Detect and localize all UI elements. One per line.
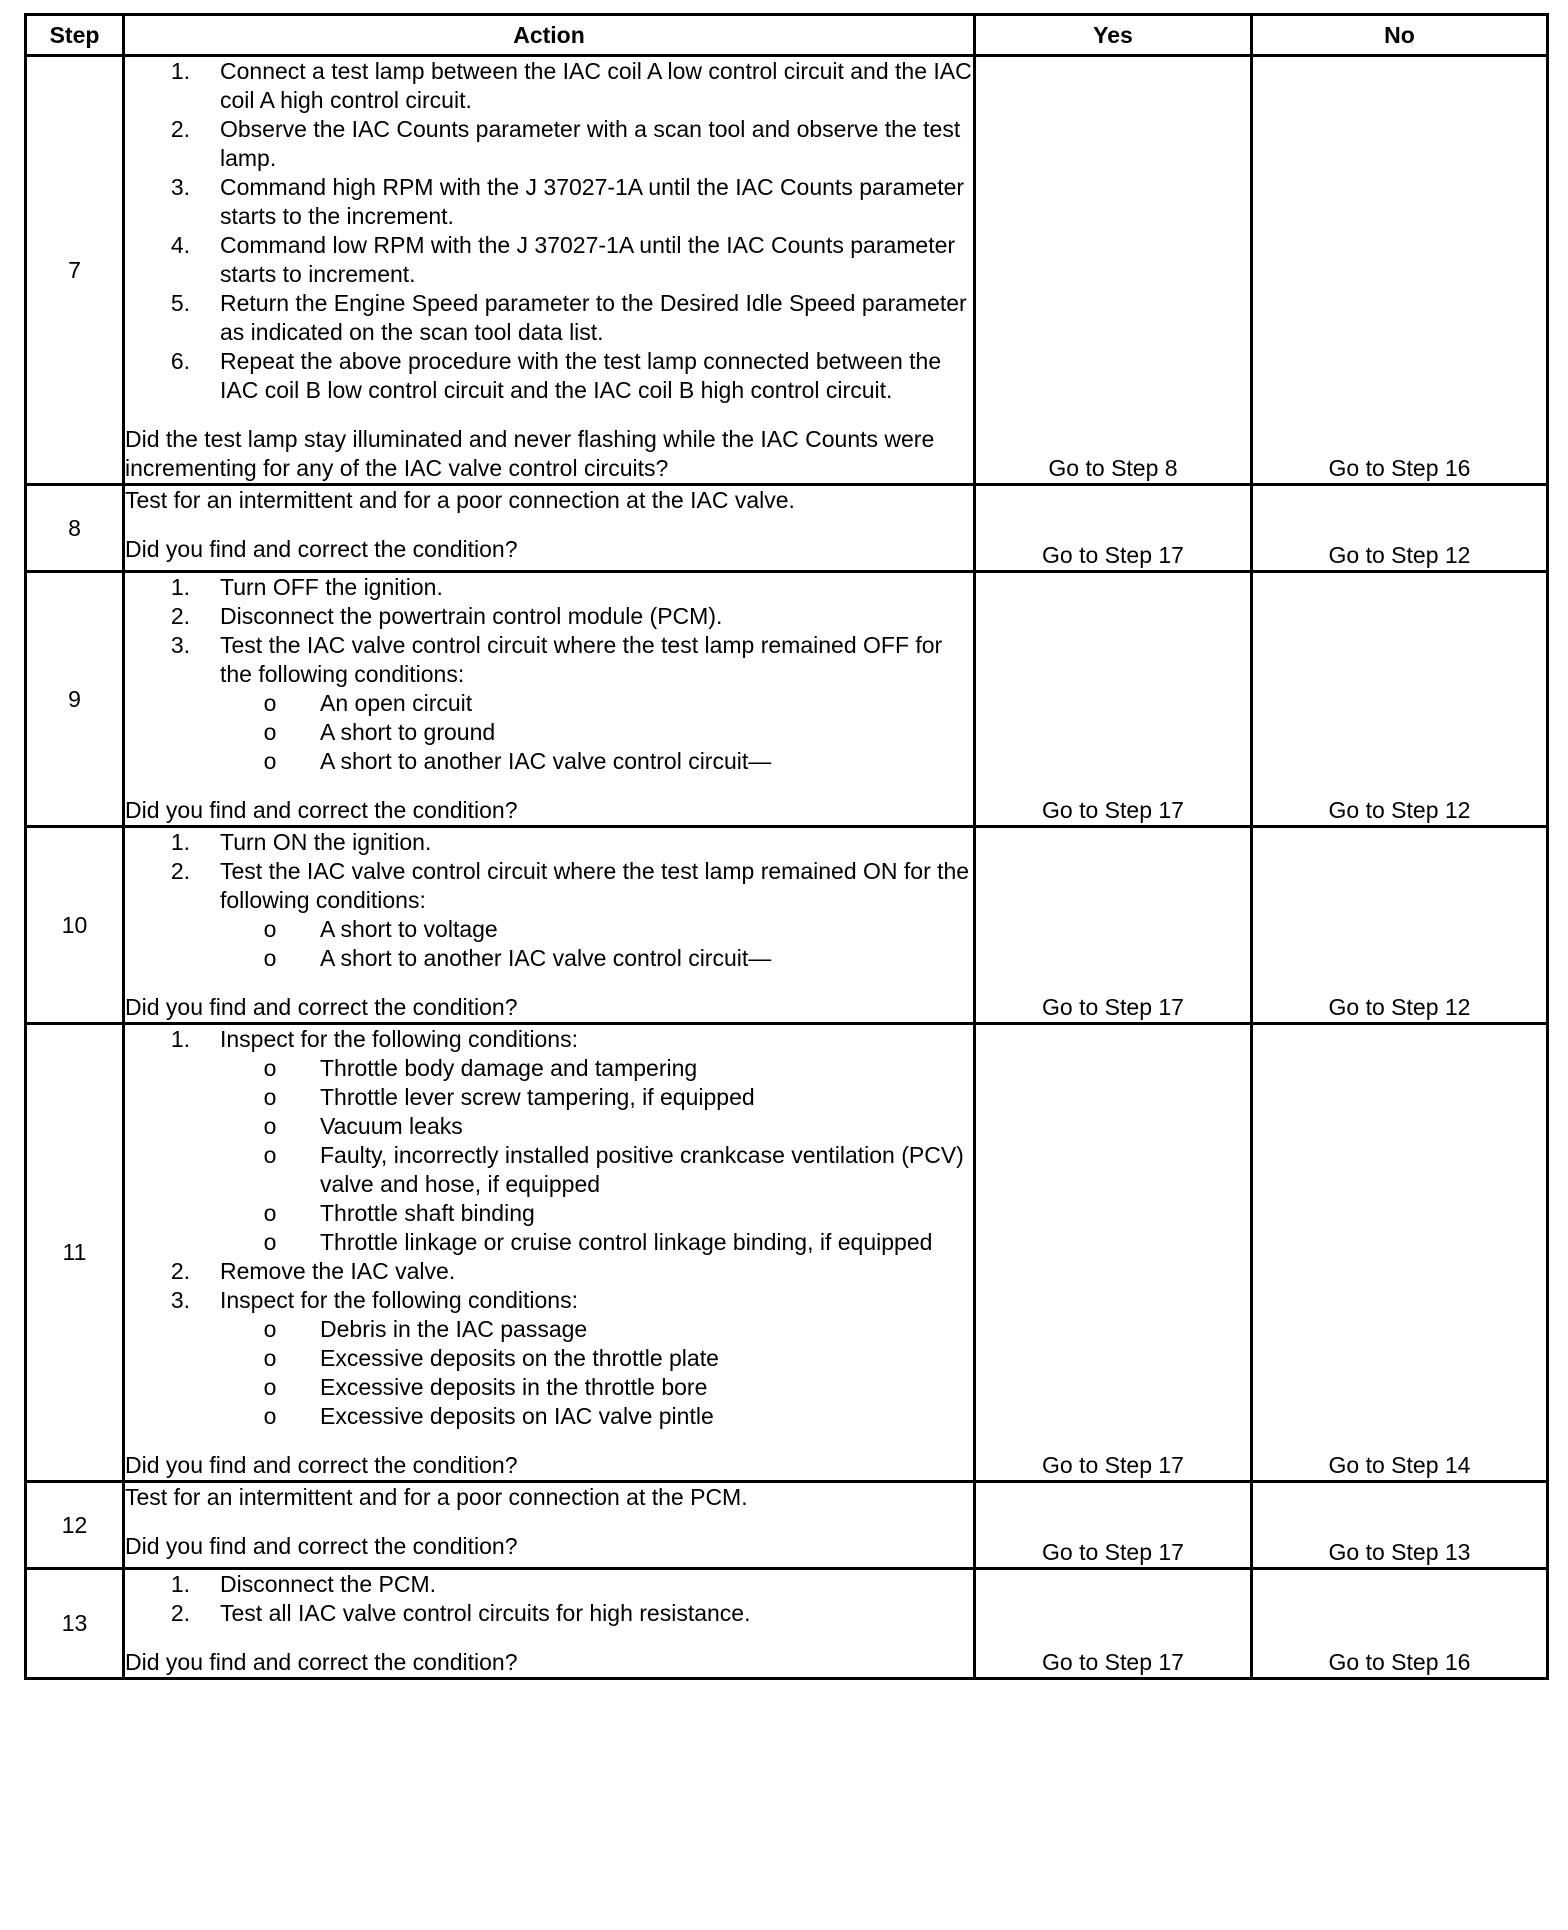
action-step: [125, 115, 973, 173]
table-row: [26, 56, 1548, 485]
header-step: Step: [26, 15, 124, 56]
action-step: [125, 857, 973, 973]
step-index: 1.: [170, 829, 190, 855]
sub-condition: [220, 1054, 973, 1083]
yes-result: Go to Step 8: [975, 56, 1252, 485]
sub-condition: [220, 1112, 973, 1141]
step-index: 3.: [170, 632, 190, 658]
action-content: [125, 1025, 973, 1480]
table-row: [26, 1024, 1548, 1482]
step-text: [220, 347, 973, 405]
table-row: [26, 1482, 1548, 1569]
action-step: [125, 602, 973, 631]
step-index: 1.: [170, 1571, 190, 1597]
header-yes: Yes: [975, 15, 1252, 56]
action-steps: [125, 1025, 973, 1431]
action-step: [125, 1025, 973, 1257]
bullet-icon: o: [263, 719, 277, 745]
step-text-line: Command low RPM with the J 37027-1A until the IAC Counts parameter starts to increment.: [220, 232, 956, 287]
step-index: 3.: [170, 174, 190, 200]
action-cell: [124, 1482, 975, 1569]
yes-result: Go to Step 17: [975, 827, 1252, 1024]
step-text-line: Remove the IAC valve.: [220, 1258, 456, 1284]
spacer: [125, 1431, 973, 1451]
action-question: Did you find and correct the condition?: [125, 1649, 518, 1675]
no-result: Go to Step 12: [1252, 827, 1548, 1024]
action-question: Did you find and correct the condition?: [125, 536, 518, 562]
yes-result: Go to Step 17: [975, 1569, 1252, 1679]
action-step: [125, 347, 973, 405]
step-index: 5.: [170, 290, 190, 316]
no-result: Go to Step 12: [1252, 485, 1548, 572]
action-step: [125, 1599, 973, 1628]
bullet-icon: o: [263, 1316, 277, 1342]
sub-condition: [220, 718, 973, 747]
bullet-icon: o: [263, 1403, 277, 1429]
table-row: [26, 827, 1548, 1024]
no-result: Go to Step 13: [1252, 1482, 1548, 1569]
step-text: [220, 173, 973, 231]
step-number: 12: [26, 1482, 124, 1569]
step-text: [220, 857, 973, 973]
action-content: [125, 486, 973, 564]
step-index: 1.: [170, 58, 190, 84]
spacer: [125, 405, 973, 425]
action-question: Did you find and correct the condition?: [125, 797, 518, 823]
yes-result: Go to Step 17: [975, 1482, 1252, 1569]
sub-conditions: [220, 915, 973, 973]
action-question: Did you find and correct the condition?: [125, 994, 518, 1020]
spacer: [125, 973, 973, 993]
step-text: [220, 631, 973, 776]
no-result: Go to Step 16: [1252, 1569, 1548, 1679]
sub-condition: [220, 1315, 973, 1344]
step-text-line: Turn OFF the ignition.: [220, 574, 443, 600]
step-text-line: Inspect for the following conditions:: [220, 1287, 578, 1313]
no-result: Go to Step 16: [1252, 56, 1548, 485]
bullet-icon: o: [263, 1229, 277, 1255]
sub-condition-text: An open circuit: [320, 690, 473, 716]
step-index: 2.: [170, 1600, 190, 1626]
sub-condition: [220, 1373, 973, 1402]
action-content: [125, 1483, 973, 1561]
action-content: [125, 828, 973, 1022]
table-row: [26, 1569, 1548, 1679]
step-text: [220, 1599, 973, 1628]
action-step: [125, 1257, 973, 1286]
step-index: 6.: [170, 348, 190, 374]
sub-condition: [220, 1141, 973, 1199]
sub-condition-text: A short to another IAC valve control circuit—: [320, 748, 772, 774]
bullet-icon: o: [263, 1055, 277, 1081]
no-result: Go to Step 14: [1252, 1024, 1548, 1482]
action-step: [125, 828, 973, 857]
step-text-line: Repeat the above procedure with the test lamp connected between the IAC coil B low control circuit and the IAC coil B high control circuit.: [220, 348, 942, 403]
header-row: [26, 15, 1548, 56]
table-row: [26, 572, 1548, 827]
action-instruction: Test for an intermittent and for a poor connection at the PCM.: [125, 1484, 748, 1510]
step-index: 2.: [170, 116, 190, 142]
bullet-icon: o: [263, 1200, 277, 1226]
diagnostic-table-sheet: [24, 13, 1546, 1680]
action-question: Did the test lamp stay illuminated and never flashing while the IAC Counts were incrementing for any of the IAC valve control circuits?: [125, 426, 935, 481]
action-step: [125, 57, 973, 115]
bullet-icon: o: [263, 1084, 277, 1110]
bullet-icon: o: [263, 748, 277, 774]
header-action: Action: [124, 15, 975, 56]
step-text: [220, 602, 973, 631]
action-cell: [124, 485, 975, 572]
diagnostic-table: [24, 13, 1549, 1680]
action-step: [125, 573, 973, 602]
step-text: [220, 1286, 973, 1431]
yes-result: Go to Step 17: [975, 572, 1252, 827]
action-step: [125, 289, 973, 347]
sub-conditions: [220, 689, 973, 776]
sub-condition: [220, 1402, 973, 1431]
sub-condition-text: A short to ground: [320, 719, 496, 745]
step-text-line: Disconnect the PCM.: [220, 1571, 437, 1597]
bullet-icon: o: [263, 1142, 277, 1168]
bullet-icon: o: [263, 1374, 277, 1400]
sub-condition: [220, 915, 973, 944]
step-index: 1.: [170, 1026, 190, 1052]
bullet-icon: o: [263, 916, 277, 942]
spacer: [125, 515, 973, 535]
step-text-line: Command high RPM with the J 37027-1A until the IAC Counts parameter starts to the increment.: [220, 174, 965, 229]
header-no: No: [1252, 15, 1548, 56]
step-text: [220, 57, 973, 115]
step-text: [220, 828, 973, 857]
action-question: Did you find and correct the condition?: [125, 1452, 518, 1478]
sub-condition-text: Excessive deposits on IAC valve pintle: [320, 1403, 714, 1429]
step-index: 4.: [170, 232, 190, 258]
step-text-line: Test all IAC valve control circuits for high resistance.: [220, 1600, 751, 1626]
step-text-line: Disconnect the powertrain control module (PCM).: [220, 603, 723, 629]
sub-condition-text: Throttle linkage or cruise control linkage binding, if equipped: [320, 1229, 933, 1255]
spacer: [125, 776, 973, 796]
spacer: [125, 1628, 973, 1648]
step-text-line: Turn ON the ignition.: [220, 829, 432, 855]
action-cell: [124, 1024, 975, 1482]
step-index: 1.: [170, 574, 190, 600]
step-index: 3.: [170, 1287, 190, 1313]
action-cell: [124, 827, 975, 1024]
sub-condition-text: A short to another IAC valve control circuit—: [320, 945, 772, 971]
action-instruction: Test for an intermittent and for a poor connection at the IAC valve.: [125, 487, 795, 513]
step-text: [220, 115, 973, 173]
sub-condition-text: Throttle shaft binding: [320, 1200, 535, 1226]
action-step: [125, 1286, 973, 1431]
action-step: [125, 173, 973, 231]
action-content: [125, 573, 973, 825]
table-body: [26, 56, 1548, 1679]
sub-condition: [220, 1228, 973, 1257]
bullet-icon: o: [263, 1113, 277, 1139]
action-steps: [125, 828, 973, 973]
spacer: [125, 1512, 973, 1532]
action-step: [125, 631, 973, 776]
action-cell: [124, 1569, 975, 1679]
step-text: [220, 231, 973, 289]
action-content: [125, 1570, 973, 1677]
sub-condition-text: Faulty, incorrectly installed positive crankcase ventilation (PCV) valve and hose, if equipped: [320, 1142, 964, 1197]
action-steps: [125, 573, 973, 776]
sub-condition: [220, 944, 973, 973]
sub-condition-text: Throttle lever screw tampering, if equipped: [320, 1084, 755, 1110]
sub-condition: [220, 1199, 973, 1228]
step-text: [220, 289, 973, 347]
yes-result: Go to Step 17: [975, 1024, 1252, 1482]
sub-condition-text: Vacuum leaks: [320, 1113, 463, 1139]
sub-condition-text: Excessive deposits on the throttle plate: [320, 1345, 719, 1371]
sub-condition-text: A short to voltage: [320, 916, 498, 942]
sub-conditions: [220, 1054, 973, 1257]
step-text: [220, 1257, 973, 1286]
action-cell: [124, 572, 975, 827]
step-text: [220, 1570, 973, 1599]
bullet-icon: o: [263, 690, 277, 716]
step-text-line: Observe the IAC Counts parameter with a scan tool and observe the test lamp.: [220, 116, 961, 171]
bullet-icon: o: [263, 1345, 277, 1371]
sub-condition-text: Excessive deposits in the throttle bore: [320, 1374, 708, 1400]
action-step: [125, 231, 973, 289]
action-question: Did you find and correct the condition?: [125, 1533, 518, 1559]
sub-conditions: [220, 1315, 973, 1431]
action-steps: [125, 1570, 973, 1628]
step-text-line: Inspect for the following conditions:: [220, 1026, 578, 1052]
step-number: 9: [26, 572, 124, 827]
step-number: 8: [26, 485, 124, 572]
bullet-icon: o: [263, 945, 277, 971]
step-index: 2.: [170, 603, 190, 629]
step-text: [220, 573, 973, 602]
step-number: 11: [26, 1024, 124, 1482]
step-number: 7: [26, 56, 124, 485]
step-text-line: Connect a test lamp between the IAC coil A low control circuit and the IAC coil A high control circuit.: [220, 58, 972, 113]
sub-condition-text: Throttle body damage and tampering: [320, 1055, 698, 1081]
step-number: 13: [26, 1569, 124, 1679]
action-content: [125, 57, 973, 483]
step-text-line: Return the Engine Speed parameter to the Desired Idle Speed parameter as indicated on the scan tool data list.: [220, 290, 967, 345]
step-text-line: Test the IAC valve control circuit where the test lamp remained OFF for the following conditions:: [220, 632, 943, 687]
no-result: Go to Step 12: [1252, 572, 1548, 827]
step-text-line: Test the IAC valve control circuit where the test lamp remained ON for the following conditions:: [220, 858, 970, 913]
action-step: [125, 1570, 973, 1599]
action-cell: [124, 56, 975, 485]
sub-condition: [220, 689, 973, 718]
step-index: 2.: [170, 858, 190, 884]
sub-condition: [220, 1344, 973, 1373]
step-text: [220, 1025, 973, 1257]
sub-condition: [220, 1083, 973, 1112]
table-row: [26, 485, 1548, 572]
sub-condition: [220, 747, 973, 776]
step-number: 10: [26, 827, 124, 1024]
yes-result: Go to Step 17: [975, 485, 1252, 572]
action-steps: [125, 57, 973, 405]
sub-condition-text: Debris in the IAC passage: [320, 1316, 588, 1342]
step-index: 2.: [170, 1258, 190, 1284]
